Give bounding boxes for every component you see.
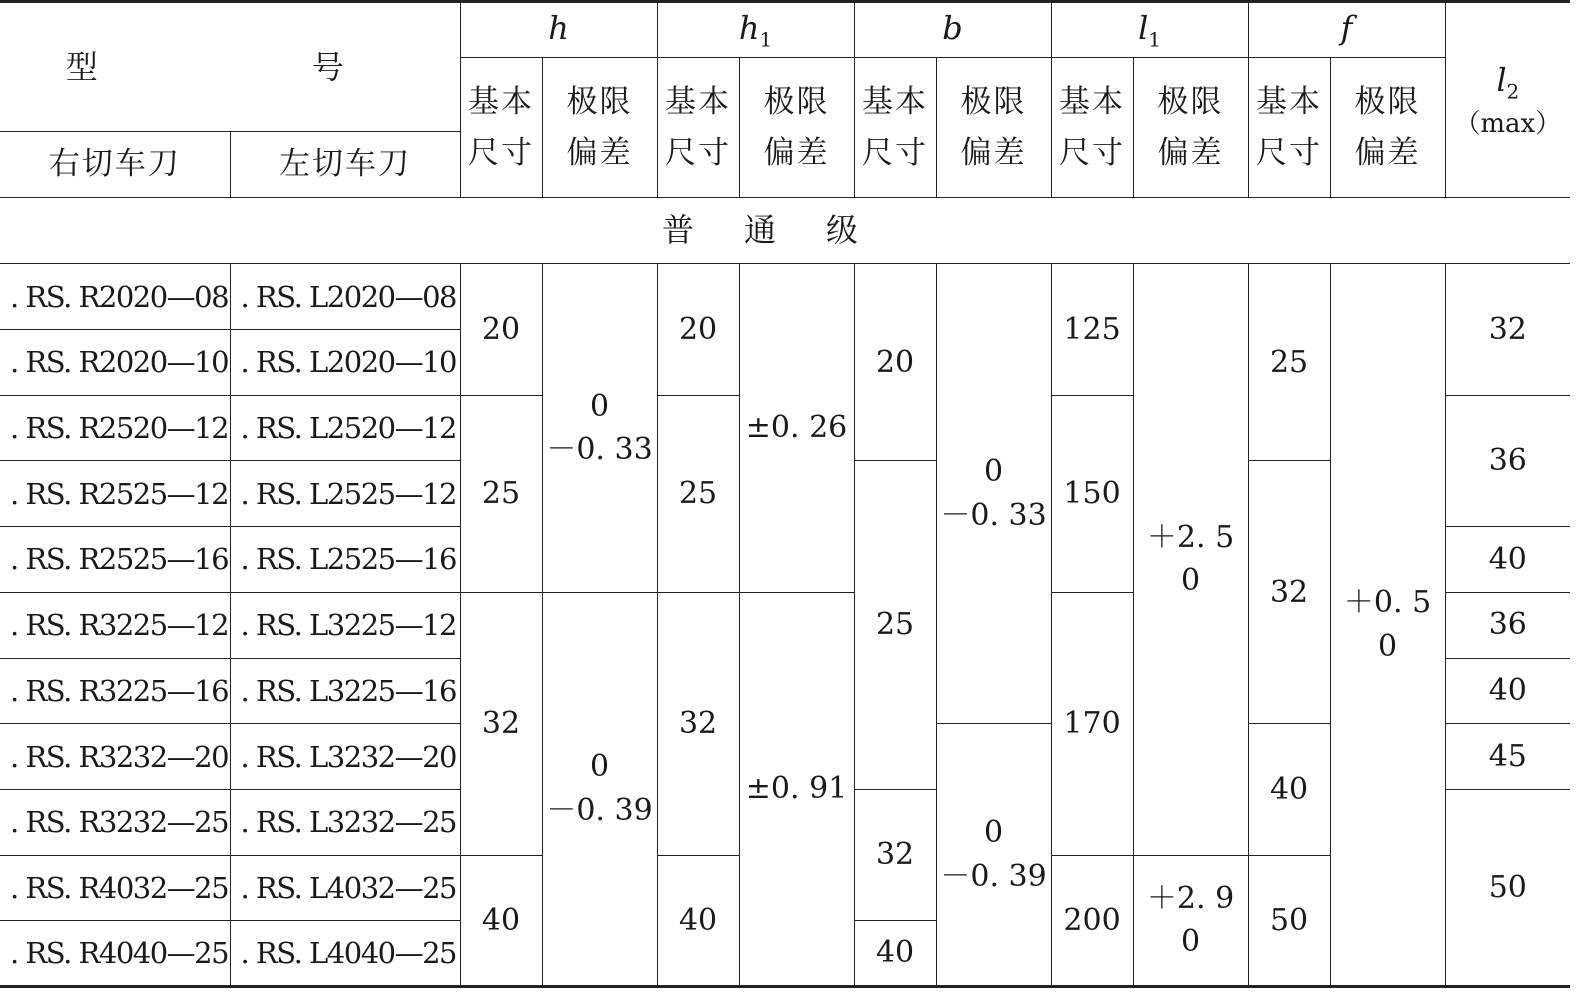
f-basic-value: 40 xyxy=(1248,724,1330,855)
b-header: b xyxy=(854,2,1051,58)
model-right: . RS. R2020—08 xyxy=(0,264,230,330)
section-row xyxy=(0,198,1570,264)
f-header: f xyxy=(1248,2,1445,58)
model-left: . RS. L3225—12 xyxy=(230,592,460,658)
right-cutter-header: 右切车刀 xyxy=(0,132,230,198)
l1-basic-header: 基本 尺寸 xyxy=(1051,58,1133,198)
f-basic-header: 基本 尺寸 xyxy=(1248,58,1330,198)
h-basic-value: 20 xyxy=(460,264,542,395)
h-header: h xyxy=(460,2,657,58)
h1-basic-value: 25 xyxy=(657,395,739,592)
model-right: . RS. R4032—25 xyxy=(0,855,230,921)
h-basic-value: 40 xyxy=(460,855,542,986)
h-deviation-value: 0 －0. 33 xyxy=(542,264,657,592)
header-row-1 xyxy=(0,2,1570,58)
model-right: . RS. R2520—12 xyxy=(0,395,230,461)
model-left: . RS. L3225—16 xyxy=(230,658,460,724)
model-right: . RS. R3225—12 xyxy=(0,592,230,658)
l2-value: 40 xyxy=(1445,658,1570,724)
model-left: . RS. L4032—25 xyxy=(230,855,460,921)
b-basic-value: 32 xyxy=(854,789,936,920)
model-header: 型 号 xyxy=(0,2,460,132)
l2-max-header: $l_2$ （max） xyxy=(1445,2,1570,198)
h1-basic-header: 基本 尺寸 xyxy=(657,58,739,198)
model-right: . RS. R4040—25 xyxy=(0,921,230,987)
l1-basic-value: 150 xyxy=(1051,395,1133,592)
f-deviation-value: ＋0. 5 0 xyxy=(1330,264,1445,987)
l1-basic-value: 200 xyxy=(1051,855,1133,986)
f-basic-value: 32 xyxy=(1248,461,1330,724)
l1-deviation-value: ＋2. 5 0 xyxy=(1133,264,1248,855)
l2-value: 36 xyxy=(1445,592,1570,658)
b-deviation-value: 0 －0. 33 xyxy=(936,264,1051,724)
h-basic-header: 基本 尺寸 xyxy=(460,58,542,198)
model-right: . RS. R3232—20 xyxy=(0,724,230,790)
table-row xyxy=(0,264,1570,330)
model-left: . RS. L4040—25 xyxy=(230,921,460,987)
b-basic-value: 40 xyxy=(854,921,936,987)
section-title: 普通级 xyxy=(0,198,1570,264)
l1-header: $l_1$ xyxy=(1051,2,1248,58)
l2-value: 50 xyxy=(1445,789,1570,986)
h1-basic-value: 32 xyxy=(657,592,739,855)
b-basic-value: 20 xyxy=(854,264,936,461)
l1-basic-value: 125 xyxy=(1051,264,1133,395)
l2-value: 36 xyxy=(1445,395,1570,526)
h1-basic-value: 40 xyxy=(657,855,739,986)
h1-deviation-value: ±0. 26 xyxy=(739,264,854,592)
f-limit-header: 极限 偏差 xyxy=(1330,58,1445,198)
h1-deviation-value: ±0. 91 xyxy=(739,592,854,986)
l1-deviation-value: ＋2. 9 0 xyxy=(1133,855,1248,986)
b-limit-header: 极限 偏差 xyxy=(936,58,1051,198)
left-cutter-header: 左切车刀 xyxy=(230,132,460,198)
l2-value: 40 xyxy=(1445,527,1570,593)
model-left: . RS. L2020—10 xyxy=(230,330,460,396)
f-basic-value: 25 xyxy=(1248,264,1330,461)
model-right: . RS. R2525—12 xyxy=(0,461,230,527)
model-left: . RS. L2520—12 xyxy=(230,395,460,461)
model-right: . RS. R2020—10 xyxy=(0,330,230,396)
h-basic-value: 25 xyxy=(460,395,542,592)
l1-basic-value: 170 xyxy=(1051,592,1133,855)
model-left: . RS. L2020—08 xyxy=(230,264,460,330)
l2-value: 45 xyxy=(1445,724,1570,790)
b-basic-value: 25 xyxy=(854,461,936,789)
h1-header: $h_1$ xyxy=(657,2,854,58)
model-left: . RS. L3232—20 xyxy=(230,724,460,790)
model-right: . RS. R3225—16 xyxy=(0,658,230,724)
model-right: . RS. R3232—25 xyxy=(0,789,230,855)
h-limit-header: 极限 偏差 xyxy=(542,58,657,198)
l2-value: 32 xyxy=(1445,264,1570,395)
model-left: . RS. L3232—25 xyxy=(230,789,460,855)
f-basic-value: 50 xyxy=(1248,855,1330,986)
h-basic-value: 32 xyxy=(460,592,542,855)
h-deviation-value: 0 －0. 39 xyxy=(542,592,657,986)
b-basic-header: 基本 尺寸 xyxy=(854,58,936,198)
model-left: . RS. L2525—12 xyxy=(230,461,460,527)
model-left: . RS. L2525—16 xyxy=(230,527,460,593)
h1-basic-value: 20 xyxy=(657,264,739,395)
b-deviation-value: 0 －0. 39 xyxy=(936,724,1051,987)
h1-limit-header: 极限 偏差 xyxy=(739,58,854,198)
l1-limit-header: 极限 偏差 xyxy=(1133,58,1248,198)
model-right: . RS. R2525—16 xyxy=(0,527,230,593)
